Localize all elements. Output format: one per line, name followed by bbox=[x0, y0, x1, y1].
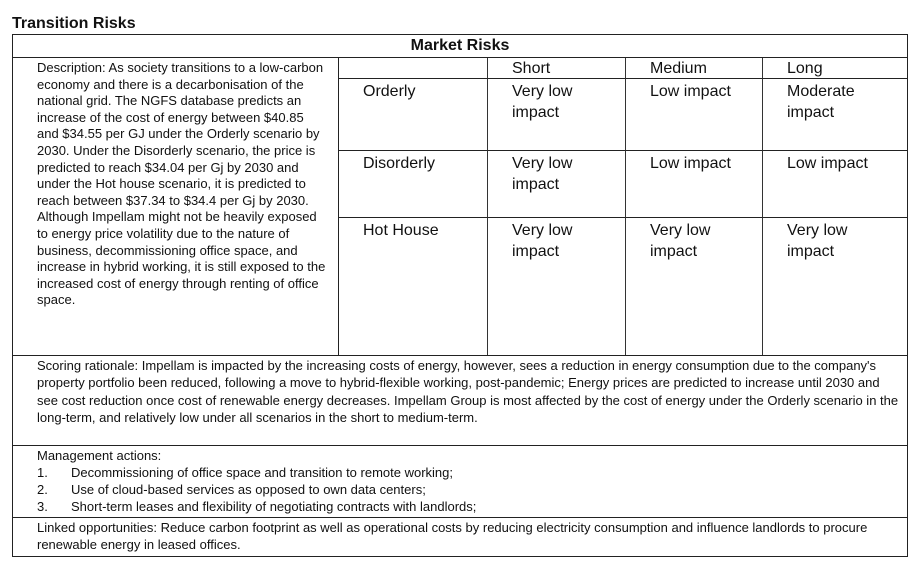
list-number: 2. bbox=[37, 482, 48, 497]
impact-cell: Low impact bbox=[763, 151, 907, 218]
impact-cell: Low impact bbox=[626, 151, 763, 218]
impact-cell: Very low impact bbox=[488, 79, 626, 151]
list-item bbox=[37, 464, 899, 481]
column-header-empty bbox=[339, 58, 488, 79]
management-actions bbox=[13, 446, 907, 518]
impact-cell: Very low impact bbox=[626, 218, 763, 355]
scenario-grid bbox=[339, 58, 907, 355]
scenario-label: Disorderly bbox=[339, 151, 488, 218]
linked-opportunities: Linked opportunities: Reduce carbon footprint as well as operational costs by reducing electricity consumption and influence landlords to procure renewable energy in leased offices. bbox=[37, 520, 868, 553]
impact-cell: Very low impact bbox=[488, 151, 626, 218]
list-text: Decommissioning of office space and transition to remote working; bbox=[71, 465, 454, 480]
list-text: Short-term leases and flexibility of negotiating contracts with landlords; bbox=[71, 499, 477, 514]
list-number: 3. bbox=[37, 499, 48, 514]
list-number: 1. bbox=[37, 465, 48, 480]
scoring-rationale: Scoring rationale: Impellam is impacted by the increasing costs of energy, however, sees a reduction in energy consumption due to the company's property portfolio been reduced, following a move to hybrid-flexible working, post-pandemic; Energy prices are predicted to increase until 2030 and see cost reduction once cost of renewable energy decreases. Impellam Group is most affected by the cost of energy under the Orderly scenario in the long-term, and relatively low under all scenarios in the short to medium-term. bbox=[13, 356, 907, 446]
list-text: Use of cloud-based services as opposed to own data centers; bbox=[71, 482, 426, 497]
impact-cell: Low impact bbox=[626, 79, 763, 151]
description-cell: Description: As society transitions to a low-carbon economy and there is a decarbonisation of the national grid. The NGFS database predicts an increase of the cost of energy between $40.85 and $34.55 per GJ under the Orderly scenario by 2030. Under the Disorderly scenario, the price is predicted to reach $34.04 per Gj by 2030 and under the Hot house scenario, it is predicted to reach between $37.34 to $34.4 per Gj by 2030. Although Impellam might not be heavily exposed to energy price volatility due to the nature of business, decommissioning office space, and increase in hybrid working, it is still exposed to the increased cost of energy through renting of office space. bbox=[13, 58, 339, 355]
risk-table bbox=[12, 34, 908, 557]
impact-cell: Very low impact bbox=[787, 222, 848, 260]
column-header-short: Short bbox=[488, 58, 626, 79]
column-header-medium: Medium bbox=[626, 58, 763, 79]
table-title: Market Risks bbox=[13, 35, 907, 58]
page-title: Transition Risks bbox=[12, 15, 136, 32]
scenario-label: Orderly bbox=[339, 79, 488, 151]
impact-cell: Very low impact bbox=[488, 218, 626, 355]
column-header-long: Long bbox=[763, 58, 907, 79]
list-item bbox=[37, 498, 899, 515]
main-row bbox=[13, 58, 907, 356]
list-item bbox=[37, 481, 899, 498]
scenario-label: Hot House bbox=[339, 218, 488, 355]
impact-cell: Moderate impact bbox=[763, 79, 907, 151]
management-label: Management actions: bbox=[37, 448, 162, 463]
